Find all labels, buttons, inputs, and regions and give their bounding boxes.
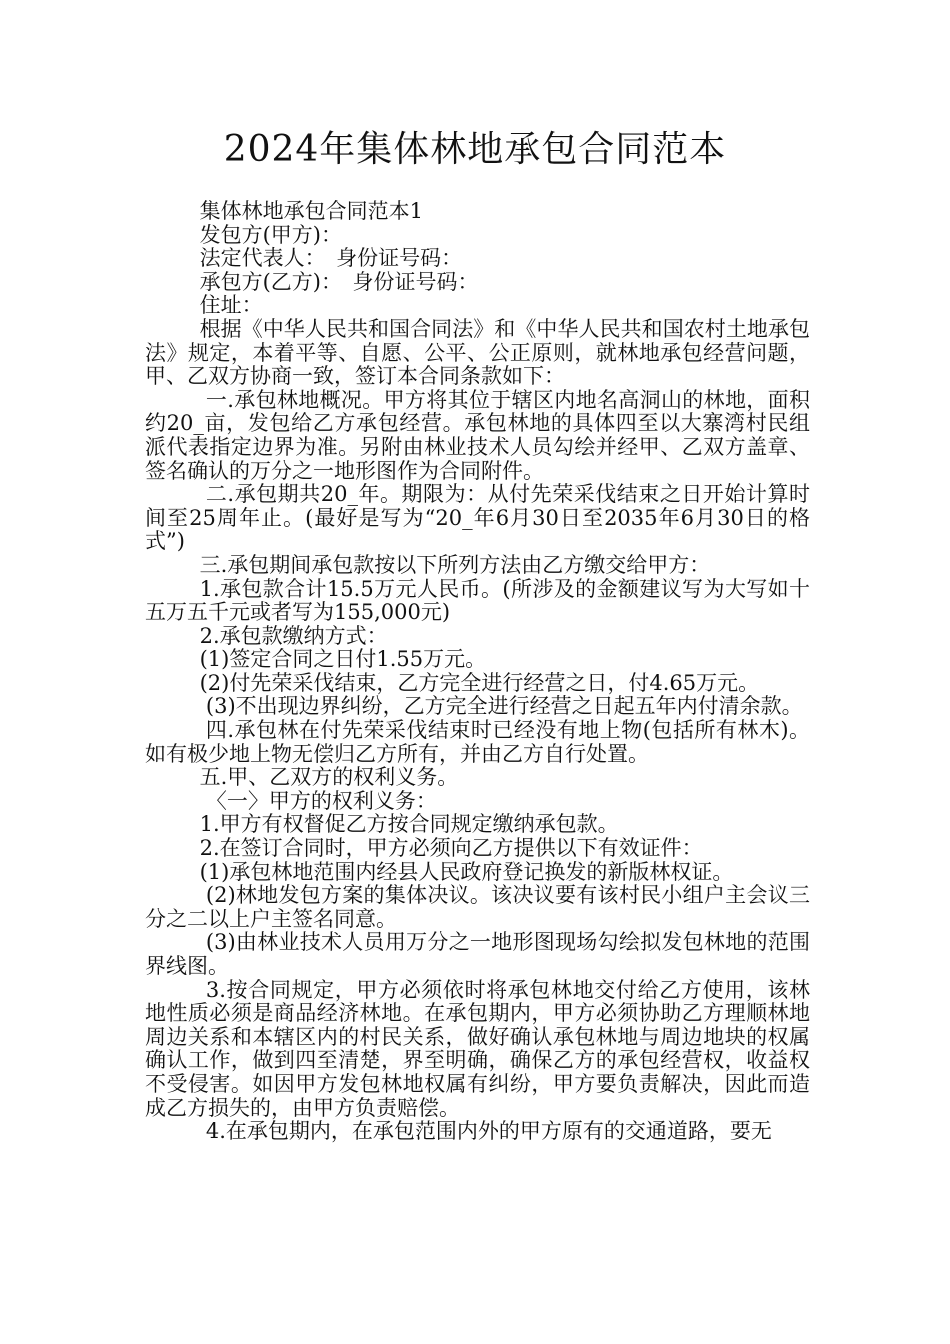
paragraph-clause-2: 二.承包期共20_年。期限为：从付先荣采伐结束之日开始计算时间至25周年止。(最好是写为“20_年6月30日至2035年6月30日的格式”) bbox=[145, 482, 810, 554]
paragraph-clause-5-a-2-2: (2)林地发包方案的集体决议。该决议要有该村民小组户主会议三分之二以上户主签名同意。 bbox=[145, 883, 810, 931]
paragraph-clause-5-a-2-1: (1)承包林地范围内经县人民政府登记换发的新版林权证。 bbox=[199, 859, 734, 884]
paragraph-clause-3-2-3: (3)不出现边界纠纷，乙方完全进行经营之日起五年内付清余款。 bbox=[205, 694, 803, 719]
paragraph-legal-rep: 法定代表人： 身份证号码： bbox=[199, 246, 463, 271]
paragraph-party-b: 承包方(乙方)： 身份证号码： bbox=[199, 269, 479, 294]
paragraph-clause-3-2: 2.承包款缴纳方式： bbox=[199, 623, 388, 648]
paragraph-clause-5-a-4: 4.在承包期内，在承包范围内外的甲方原有的交通道路，要无 bbox=[205, 1119, 772, 1144]
paragraph-clause-5-a-2-3: (3)由林业技术人员用万分之一地形图现场勾绘拟发包林地的范围界线图。 bbox=[145, 930, 810, 978]
paragraph-clause-3-1: 1.承包款合计15.5万元人民币。(所涉及的金额建议写为大写如十五万五千元或者写为155,000元) bbox=[145, 576, 810, 625]
paragraph-clause-1: 一.承包林地概况。甲方将其位于辖区内地名高洞山的林地，面积约20_亩，发包给乙方承包经营。承包林地的具体四至以大寨湾村民组派代表指定边界为准。另附由林业技术人员勾绘并经甲、乙双方盖章、签名确认的万分之一地形图作为合同附件。 bbox=[145, 387, 810, 483]
paragraph-party-a: 发包方(甲方)： bbox=[199, 222, 342, 247]
paragraph-clause-3-2-2: (2)付先荣采伐结束，乙方完全进行经营之日，付4.65万元。 bbox=[199, 670, 760, 695]
paragraph-clause-5: 五.甲、乙双方的权利义务。 bbox=[199, 765, 459, 790]
document-title: 2024年集体林地承包合同范本 bbox=[223, 129, 727, 170]
paragraph-preamble: 根据《中华人民共和国合同法》和《中华人民共和国农村土地承包法》规定，本着平等、自愿、公平、公正原则，就林地承包经营问题，甲、乙双方协商一致，签订本合同条款如下： bbox=[145, 316, 810, 389]
paragraph-clause-5-a-2: 2.在签订合同时，甲方必须向乙方提供以下有效证件： bbox=[199, 836, 703, 861]
paragraph-clause-5-a-1: 1.甲方有权督促乙方按合同规定缴纳承包款。 bbox=[199, 812, 619, 837]
paragraph-heading: 集体林地承包合同范本1 bbox=[199, 199, 423, 223]
document-body bbox=[145, 200, 810, 1144]
paragraph-address: 住址： bbox=[199, 293, 263, 318]
paragraph-clause-4: 四.承包林在付先荣采伐结束时已经没有地上物(包括所有林木)。如有极少地上物无偿归乙方所有，并由乙方自行处置。 bbox=[145, 718, 810, 766]
paragraph-clause-5-a: 〈一〉甲方的权利义务： bbox=[205, 788, 437, 813]
paragraph-clause-5-a-3: 3.按合同规定，甲方必须依时将承包林地交付给乙方使用，该林地性质必须是商品经济林地。在承包期内，甲方必须协助乙方理顺林地周边关系和本辖区内的村民关系，做好确认承包林地与周边地块的权属确认工作，做到四至清楚，界至明确，确保乙方的承包经营权，收益权不受侵害。如因甲方发包林地权属有纠纷，甲方要负责解决，因此而造成乙方损失的，由甲方负责赔偿。 bbox=[145, 977, 810, 1120]
paragraph-clause-3: 三.承包期间承包款按以下所列方法由乙方缴交给甲方： bbox=[199, 552, 711, 577]
paragraph-clause-3-2-1: (1)签定合同之日付1.55万元。 bbox=[199, 647, 487, 672]
